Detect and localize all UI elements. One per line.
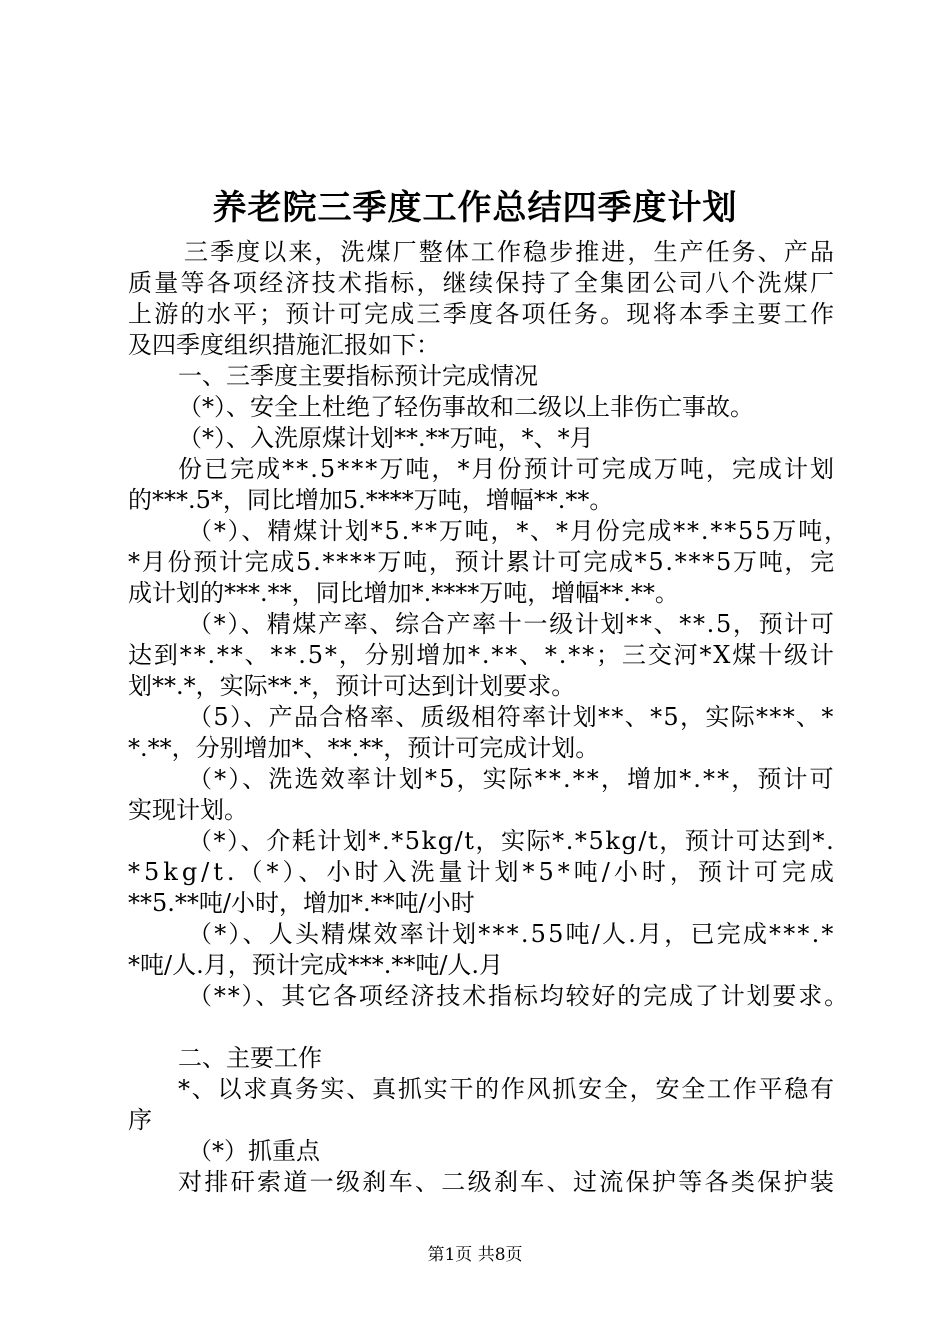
page-footer: 第1页 共8页 bbox=[427, 1245, 523, 1265]
paragraph-line: （*）、洗选效率计划*5，实际**.**，增加*.**，预计可 bbox=[188, 765, 836, 793]
paragraph-line: *.**，分别增加*、**.**，预计可完成计划。 bbox=[128, 734, 600, 762]
paragraph-line: 质量等各项经济技术指标，继续保持了全集团公司八个洗煤厂 bbox=[128, 269, 837, 297]
paragraph-line: （**）、其它各项经济技术指标均较好的完成了计划要求。 bbox=[188, 982, 850, 1010]
paragraph-line: 的***.5*，同比增加5.****万吨，增幅**.**。 bbox=[128, 486, 614, 514]
paragraph-line: *月份预计完成5.****万吨，预计累计可完成*5.***5万吨，完 bbox=[128, 548, 836, 576]
paragraph-line: 及四季度组织措施汇报如下： bbox=[128, 331, 440, 359]
paragraph-line: 划**.*，实际**.*，预计可达到计划要求。 bbox=[128, 672, 576, 700]
paragraph-line: （*）、精煤产率、综合产率十一级计划**、**.5，预计可 bbox=[188, 610, 836, 638]
paragraph-line: 对排矸索道一级刹车、二级刹车、过流保护等各类保护装 bbox=[178, 1168, 837, 1196]
paragraph-line: 成计划的***.**，同比增加*.****万吨，增幅**.**。 bbox=[128, 579, 679, 607]
paragraph-line: （*）、人头精煤效率计划***.55吨/人.月，已完成***.* bbox=[188, 920, 836, 948]
paragraph-line: *5kg/t.（*）、小时入洗量计划*5*吨/小时，预计可完成 bbox=[128, 858, 838, 886]
paragraph-line: **5.**吨/小时，增加*.**吨/小时 bbox=[128, 889, 475, 917]
paragraph-line: 上游的水平；预计可完成三季度各项任务。现将本季主要工作 bbox=[128, 300, 837, 328]
paragraph-line: 达到**.**、**.5*，分别增加*.**、*.**；三交河*X煤十级计 bbox=[128, 641, 836, 669]
section-heading: 一、三季度主要指标预计完成情况 bbox=[178, 362, 538, 390]
paragraph-line: 实现计划。 bbox=[128, 796, 248, 824]
sub-heading: （*）抓重点 bbox=[188, 1137, 320, 1165]
document-title: 养老院三季度工作总结四季度计划 bbox=[212, 188, 738, 228]
paragraph-line: （*）、安全上杜绝了轻伤事故和二级以上非伤亡事故。 bbox=[178, 393, 754, 421]
paragraph-line: （*）、精煤计划*5.**万吨，*、*月份完成**.**55万吨， bbox=[188, 517, 850, 545]
paragraph-line: （5）、产品合格率、质级相符率计划**、*5，实际***、* bbox=[188, 703, 835, 731]
paragraph-line: *吨/人.月，预计完成***.**吨/人.月 bbox=[128, 951, 504, 979]
paragraph-line: （*）、介耗计划*.*5kg/t，实际*.*5kg/t，预计可达到*. bbox=[188, 827, 836, 855]
paragraph-line: *、以求真务实、真抓实干的作风抓安全，安全工作平稳有 bbox=[178, 1075, 836, 1103]
paragraph-line: 三季度以来，洗煤厂整体工作稳步推进，生产任务、产品 bbox=[184, 238, 836, 266]
paragraph-line: 份已完成**.5***万吨，*月份预计可完成万吨，完成计划 bbox=[178, 455, 837, 483]
section-heading: 二、主要工作 bbox=[178, 1044, 322, 1072]
paragraph-line: 序 bbox=[128, 1106, 152, 1134]
paragraph-line: （*）、入洗原煤计划**.**万吨，*、*月 bbox=[178, 424, 594, 452]
